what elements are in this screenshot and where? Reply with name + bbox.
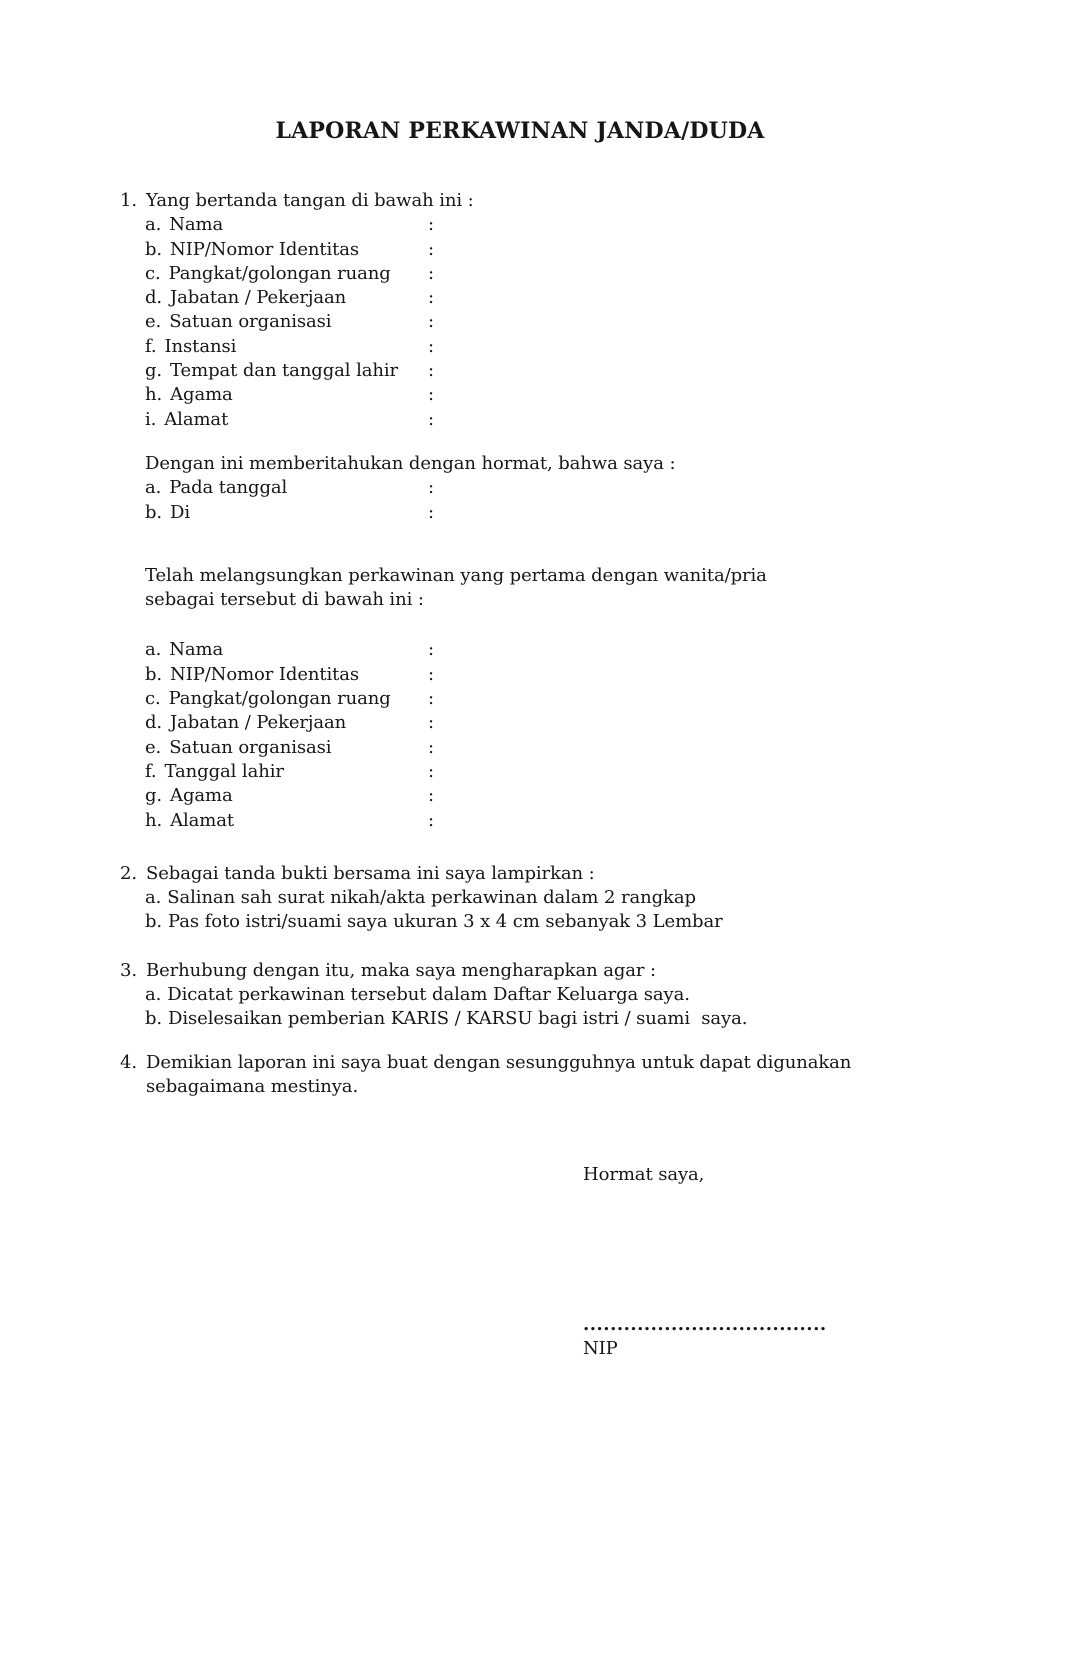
section-4-heading-row	[120, 1051, 964, 1100]
field-letter: b.	[145, 238, 163, 260]
section-number: 3.	[120, 959, 137, 981]
field-colon: :	[428, 238, 434, 260]
field-letter: f.	[145, 760, 157, 782]
field-label: Jabatan / Pekerjaan	[170, 287, 347, 309]
field-letter: g.	[145, 785, 163, 807]
field-letter: a.	[145, 639, 162, 661]
field-label: Pangkat/golongan ruang	[168, 688, 391, 710]
field-row	[120, 711, 964, 735]
section-number: 4.	[120, 1051, 137, 1073]
section-3	[120, 959, 964, 1032]
section-4	[120, 1051, 964, 1100]
field-colon: :	[428, 287, 434, 309]
declarant-field-list	[120, 213, 964, 432]
field-label: Satuan organisasi	[169, 311, 332, 333]
statement-line-1: Telah melangsungkan perkawinan yang pertama dengan wanita/pria	[145, 564, 767, 586]
field-row	[120, 213, 964, 237]
field-label: Alamat	[164, 408, 229, 430]
item-letter: a.	[145, 984, 162, 1006]
field-label: Nama	[169, 214, 224, 236]
field-row	[120, 335, 964, 359]
field-label: Di	[170, 501, 191, 523]
signature-block	[583, 1163, 964, 1361]
field-letter: e.	[145, 311, 162, 333]
document-title: LAPORAN PERKAWINAN JANDA/DUDA	[275, 118, 765, 144]
field-colon: :	[428, 384, 434, 406]
field-row	[120, 501, 964, 525]
field-letter: i.	[145, 408, 157, 430]
field-label: Instansi	[164, 335, 237, 357]
field-row	[120, 663, 964, 687]
field-label: Alamat	[170, 809, 235, 831]
section-number: 2.	[120, 862, 137, 884]
field-colon: :	[428, 809, 434, 831]
field-letter: e.	[145, 736, 162, 758]
field-label: Pada tanggal	[169, 477, 288, 499]
field-row	[120, 687, 964, 711]
field-colon: :	[428, 311, 434, 333]
field-row	[120, 262, 964, 286]
field-letter: g.	[145, 360, 163, 382]
field-label: Satuan organisasi	[169, 736, 332, 758]
field-row	[120, 286, 964, 310]
section-1	[120, 189, 964, 833]
request-item	[120, 1007, 964, 1031]
section-2	[120, 862, 964, 935]
field-row	[120, 760, 964, 784]
field-row	[120, 809, 964, 833]
field-row	[120, 408, 964, 432]
field-letter: f.	[145, 335, 157, 357]
item-letter: b.	[145, 911, 163, 933]
field-letter: c.	[145, 688, 161, 710]
field-label: Tempat dan tanggal lahir	[170, 360, 399, 382]
field-label: Pangkat/golongan ruang	[168, 262, 391, 284]
field-label: Agama	[170, 384, 233, 406]
signature-dotted-line: ....................................	[583, 1313, 827, 1335]
item-text: Salinan sah surat nikah/akta perkawinan dalam 2 rangkap	[167, 887, 696, 909]
field-label: NIP/Nomor Identitas	[170, 238, 360, 260]
field-letter: h.	[145, 809, 163, 831]
field-letter: d.	[145, 287, 163, 309]
request-item	[120, 983, 964, 1007]
section-2-heading-row	[120, 862, 964, 886]
field-colon: :	[428, 760, 434, 782]
field-colon: :	[428, 663, 434, 685]
closing-line-2: sebagaimana mestinya.	[146, 1075, 359, 1097]
field-colon: :	[428, 639, 434, 661]
field-row	[120, 638, 964, 662]
field-colon: :	[428, 262, 434, 284]
field-colon: :	[428, 688, 434, 710]
field-row	[120, 359, 964, 383]
field-letter: a.	[145, 214, 162, 236]
field-colon: :	[428, 408, 434, 430]
section-heading: Yang bertanda tangan di bawah ini :	[146, 190, 474, 211]
statement-line-2: sebagai tersebut di bawah ini :	[145, 589, 424, 611]
section-heading: Berhubung dengan itu, maka saya mengharapkan agar :	[146, 959, 656, 981]
field-colon: :	[428, 736, 434, 758]
field-row	[120, 238, 964, 262]
field-row	[120, 310, 964, 334]
field-letter: h.	[145, 384, 163, 406]
field-colon: :	[428, 785, 434, 807]
nip-label: NIP	[583, 1337, 618, 1359]
item-text: Diselesaikan pemberian KARIS / KARSU bagi istri / suami saya.	[168, 1008, 748, 1030]
item-letter: b.	[145, 1008, 163, 1030]
spouse-field-list	[120, 638, 964, 832]
section-1-heading-row	[120, 189, 964, 213]
item-letter: a.	[145, 887, 162, 909]
closing-line-1: Demikian laporan ini saya buat dengan sesungguhnya untuk dapat digunakan	[146, 1051, 852, 1073]
section-number: 1.	[120, 190, 137, 211]
field-letter: b.	[145, 663, 163, 685]
field-colon: :	[428, 501, 434, 523]
field-row	[120, 383, 964, 407]
field-colon: :	[428, 477, 434, 499]
signature-salutation: Hormat saya,	[583, 1164, 705, 1186]
field-label: Agama	[170, 785, 233, 807]
field-colon: :	[428, 335, 434, 357]
field-colon: :	[428, 360, 434, 382]
notice-heading: Dengan ini memberitahukan dengan hormat, bahwa saya :	[145, 452, 676, 474]
closing-statement	[146, 1051, 964, 1100]
field-label: Tanggal lahir	[164, 760, 284, 782]
field-letter: d.	[145, 712, 163, 734]
field-letter: c.	[145, 262, 161, 284]
field-row	[120, 784, 964, 808]
section-heading: Sebagai tanda bukti bersama ini saya lampirkan :	[146, 862, 595, 884]
field-label: NIP/Nomor Identitas	[170, 663, 360, 685]
section-3-heading-row	[120, 959, 964, 983]
field-colon: :	[428, 214, 434, 236]
field-letter: a.	[145, 477, 162, 499]
field-colon: :	[428, 712, 434, 734]
field-label: Jabatan / Pekerjaan	[170, 712, 347, 734]
field-letter: b.	[145, 501, 163, 523]
notice-block	[120, 452, 964, 525]
statement-paragraph	[120, 564, 964, 613]
field-row	[120, 476, 964, 500]
item-text: Pas foto istri/suami saya ukuran 3 x 4 cm sebanyak 3 Lembar	[168, 911, 723, 933]
attachment-item	[120, 886, 964, 910]
field-label: Nama	[169, 639, 224, 661]
field-row	[120, 736, 964, 760]
attachment-item	[120, 910, 964, 934]
item-text: Dicatat perkawinan tersebut dalam Daftar Keluarga saya.	[167, 984, 690, 1006]
